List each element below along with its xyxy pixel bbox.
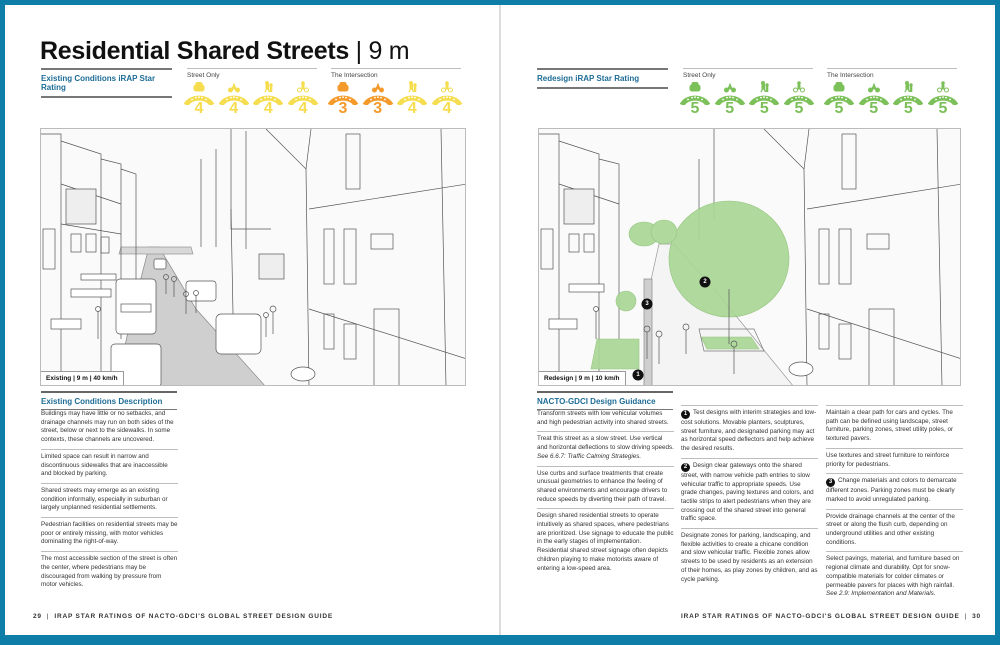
rating-motorcycle	[362, 81, 394, 116]
rating-pedestrian	[748, 81, 780, 116]
guidance-paragraph: Transform streets with low vehicular volumes and high pedestrian activity into shared streets.	[537, 407, 674, 432]
pedestrian-icon	[405, 81, 419, 93]
motorcycle-icon	[867, 81, 881, 93]
callout-number-badge: 2	[681, 463, 690, 472]
cross-reference: See 2.9: Implementation and Materials.	[826, 590, 936, 598]
description-paragraph: Buildings may have little or no setbacks, and drainage channels may run on both sides of the street, below or next to the sidewalks. In some contexts, these channels are uncovered.	[41, 407, 178, 450]
right-page	[501, 5, 995, 635]
guidance-column-2	[681, 405, 818, 588]
rating-bicycle	[287, 81, 319, 116]
description-paragraph: Pedestrian facilities on residential streets may be poor or entirely missing, with motor vehicles dominating the right-of-way.	[41, 518, 178, 552]
pedestrian-icon	[757, 81, 771, 93]
cross-reference: See 6.6.7: Traffic Calming Strategies.	[537, 452, 642, 460]
footer-separator: |	[46, 613, 50, 620]
group-label: Street Only	[683, 72, 716, 79]
marker-3: 3	[645, 300, 649, 307]
star-rating-value: 4	[407, 100, 417, 117]
star-rating-value: 5	[938, 100, 948, 117]
star-rating-value: 5	[869, 100, 879, 117]
description-heading: Existing Conditions Description	[41, 391, 177, 410]
star-rating-value: 4	[442, 100, 452, 117]
footer-separator: |	[964, 613, 968, 620]
page-number: 29	[33, 613, 42, 620]
description-paragraph: Limited space can result in narrow and discontinuous sidewalks that are inaccessible and blocked by parking.	[41, 450, 178, 484]
page-number: 30	[972, 613, 981, 620]
bicycle-icon	[440, 81, 454, 93]
rating-bicycle	[783, 81, 815, 116]
group-label: Street Only	[187, 72, 220, 79]
redesign-street-only-group	[683, 68, 813, 116]
existing-rating-label: Existing Conditions iRAP Star Rating	[41, 68, 172, 98]
description-paragraph: The most accessible section of the street is often the center, where pedestrians may be discouraged from walking by pressure from motor vehicles.	[41, 555, 178, 589]
page-footer	[681, 613, 981, 620]
figure-caption: Existing | 9 m | 40 km/h	[41, 371, 124, 385]
star-rating-value: 4	[298, 100, 308, 117]
guidance-paragraph: 1 Test designs with interim strategies and low-cost solutions. Movable planters, sculptures, street furniture, and designated parking may act as horizontal speed deflectors and help achieve the desired results.	[681, 406, 818, 459]
rating-motorcycle	[858, 81, 890, 116]
star-rating-value: 5	[690, 100, 700, 117]
rating-row	[823, 81, 959, 116]
rating-car	[183, 81, 215, 116]
page-title	[40, 37, 409, 66]
description-column	[41, 407, 178, 594]
group-label: The Intersection	[331, 72, 378, 79]
description-paragraph: Shared streets may emerge as an existing condition informally, especially in suburban or largely unplanned residential settlements.	[41, 484, 178, 518]
redesign-street-drawing	[539, 129, 961, 386]
title-width: 9 m	[368, 37, 410, 65]
group-label: The Intersection	[827, 72, 874, 79]
rating-bicycle	[927, 81, 959, 116]
title-main: Residential Shared Streets	[40, 37, 349, 65]
rating-row	[327, 81, 463, 116]
guidance-paragraph: Select pavings, material, and furniture based on regional climate and durability. Opt for snow-compatible materials for colder climates or permeable pavers for places with high rainfall. See 2.9: Implementation and Materials.	[826, 555, 960, 598]
redesign-rating-label: Redesign iRAP Star Rating	[537, 68, 668, 89]
marker-1: 1	[636, 371, 640, 378]
guidance-paragraph: Use curbs and surface treatments that create unusual geometries to enhance the feeling of shared environments and encourage drivers to reduce speeds by diverting their path of travel.	[537, 467, 674, 510]
redesign-street-illustration	[538, 128, 961, 386]
rating-pedestrian	[892, 81, 924, 116]
rating-car	[823, 81, 855, 116]
existing-intersection-group	[331, 68, 461, 116]
footer-text: IRAP STAR RATINGS OF NACTO-GDCI'S GLOBAL STREET DESIGN GUIDE	[681, 613, 960, 620]
star-rating-value: 4	[263, 100, 273, 117]
guidance-paragraph: Treat this street as a slow street. Use vertical and horizontal deflections to slow driving speeds. See 6.6.7: Traffic Calming Strategies.	[537, 432, 674, 466]
guidance-heading: NACTO-GDCI Design Guidance	[537, 391, 673, 410]
left-page	[5, 5, 499, 635]
guidance-paragraph: 2 Design clear gateways onto the shared street, with narrow vehicle path entries to slow vehicular traffic to appropriate speeds. Use grade changes, paving textures and colors, and tactile strips to alert pedestrians when they are crossing out of the shared street into general traffic space.	[681, 459, 818, 529]
rating-car	[679, 81, 711, 116]
existing-street-illustration	[40, 128, 466, 386]
car-icon	[832, 81, 846, 93]
existing-street-drawing	[41, 129, 466, 386]
rating-row	[183, 81, 319, 116]
figure-caption: Redesign | 9 m | 10 km/h	[539, 371, 626, 385]
bicycle-icon	[936, 81, 950, 93]
star-rating-value: 4	[229, 100, 239, 117]
callout-number-badge: 1	[681, 410, 690, 419]
rating-motorcycle	[714, 81, 746, 116]
guidance-column-3	[826, 405, 963, 603]
redesign-intersection-group	[827, 68, 957, 116]
guidance-paragraph: Use textures and street furniture to reinforce priority for pedestrians.	[826, 449, 963, 474]
rating-bicycle	[431, 81, 463, 116]
book-spread	[5, 5, 995, 635]
guidance-paragraph: Designate zones for parking, landscaping, and flexible activities to create a chicane condition and slow vehicular traffic. Flexible zones allow streets to be used by residents as an extension of their homes, as play zones by children, and as cycle parking.	[681, 532, 818, 583]
motorcycle-icon	[723, 81, 737, 93]
page-footer	[33, 613, 333, 620]
star-rating-value: 5	[834, 100, 844, 117]
pedestrian-icon	[901, 81, 915, 93]
guidance-paragraph: 3 Change materials and colors to demarcate different zones. Parking zones must be clearly marked to avoid unregulated parking.	[826, 474, 963, 509]
star-rating-value: 5	[725, 100, 735, 117]
bicycle-icon	[296, 81, 310, 93]
title-separator: |	[349, 37, 369, 65]
star-rating-value: 3	[338, 100, 348, 117]
star-rating-value: 4	[194, 100, 204, 117]
car-icon	[688, 81, 702, 93]
guidance-paragraph: Design shared residential streets to operate intuitively as shared spaces, where pedestrians are prioritized. Use signage to educate the public in the early stages of implementation. Residential shared street signage often depicts children playing to make motorists aware of entering a low-speed area.	[537, 512, 674, 572]
rating-pedestrian	[252, 81, 284, 116]
pedestrian-icon	[261, 81, 275, 93]
guidance-paragraph: Provide drainage channels at the center of the street or along the flush curb, depending on underground utilities and other existing conditions.	[826, 510, 963, 553]
existing-street-only-group	[187, 68, 317, 116]
rating-pedestrian	[396, 81, 428, 116]
car-icon	[192, 81, 206, 93]
star-rating-value: 5	[903, 100, 913, 117]
star-rating-value: 5	[794, 100, 804, 117]
callout-number-badge: 3	[826, 478, 835, 487]
rating-motorcycle	[218, 81, 250, 116]
marker-2: 2	[703, 278, 707, 285]
rating-car	[327, 81, 359, 116]
motorcycle-icon	[227, 81, 241, 93]
guidance-paragraph: Maintain a clear path for cars and cycles. The path can be defined using landscape, street furniture, parking zones, street utility poles, or textured pavers.	[826, 406, 963, 449]
bicycle-icon	[792, 81, 806, 93]
car-icon	[336, 81, 350, 93]
star-rating-value: 5	[759, 100, 769, 117]
footer-text: IRAP STAR RATINGS OF NACTO-GDCI'S GLOBAL STREET DESIGN GUIDE	[54, 613, 333, 620]
star-rating-value: 3	[373, 100, 383, 117]
guidance-column-1	[537, 407, 674, 577]
motorcycle-icon	[371, 81, 385, 93]
rating-row	[679, 81, 815, 116]
